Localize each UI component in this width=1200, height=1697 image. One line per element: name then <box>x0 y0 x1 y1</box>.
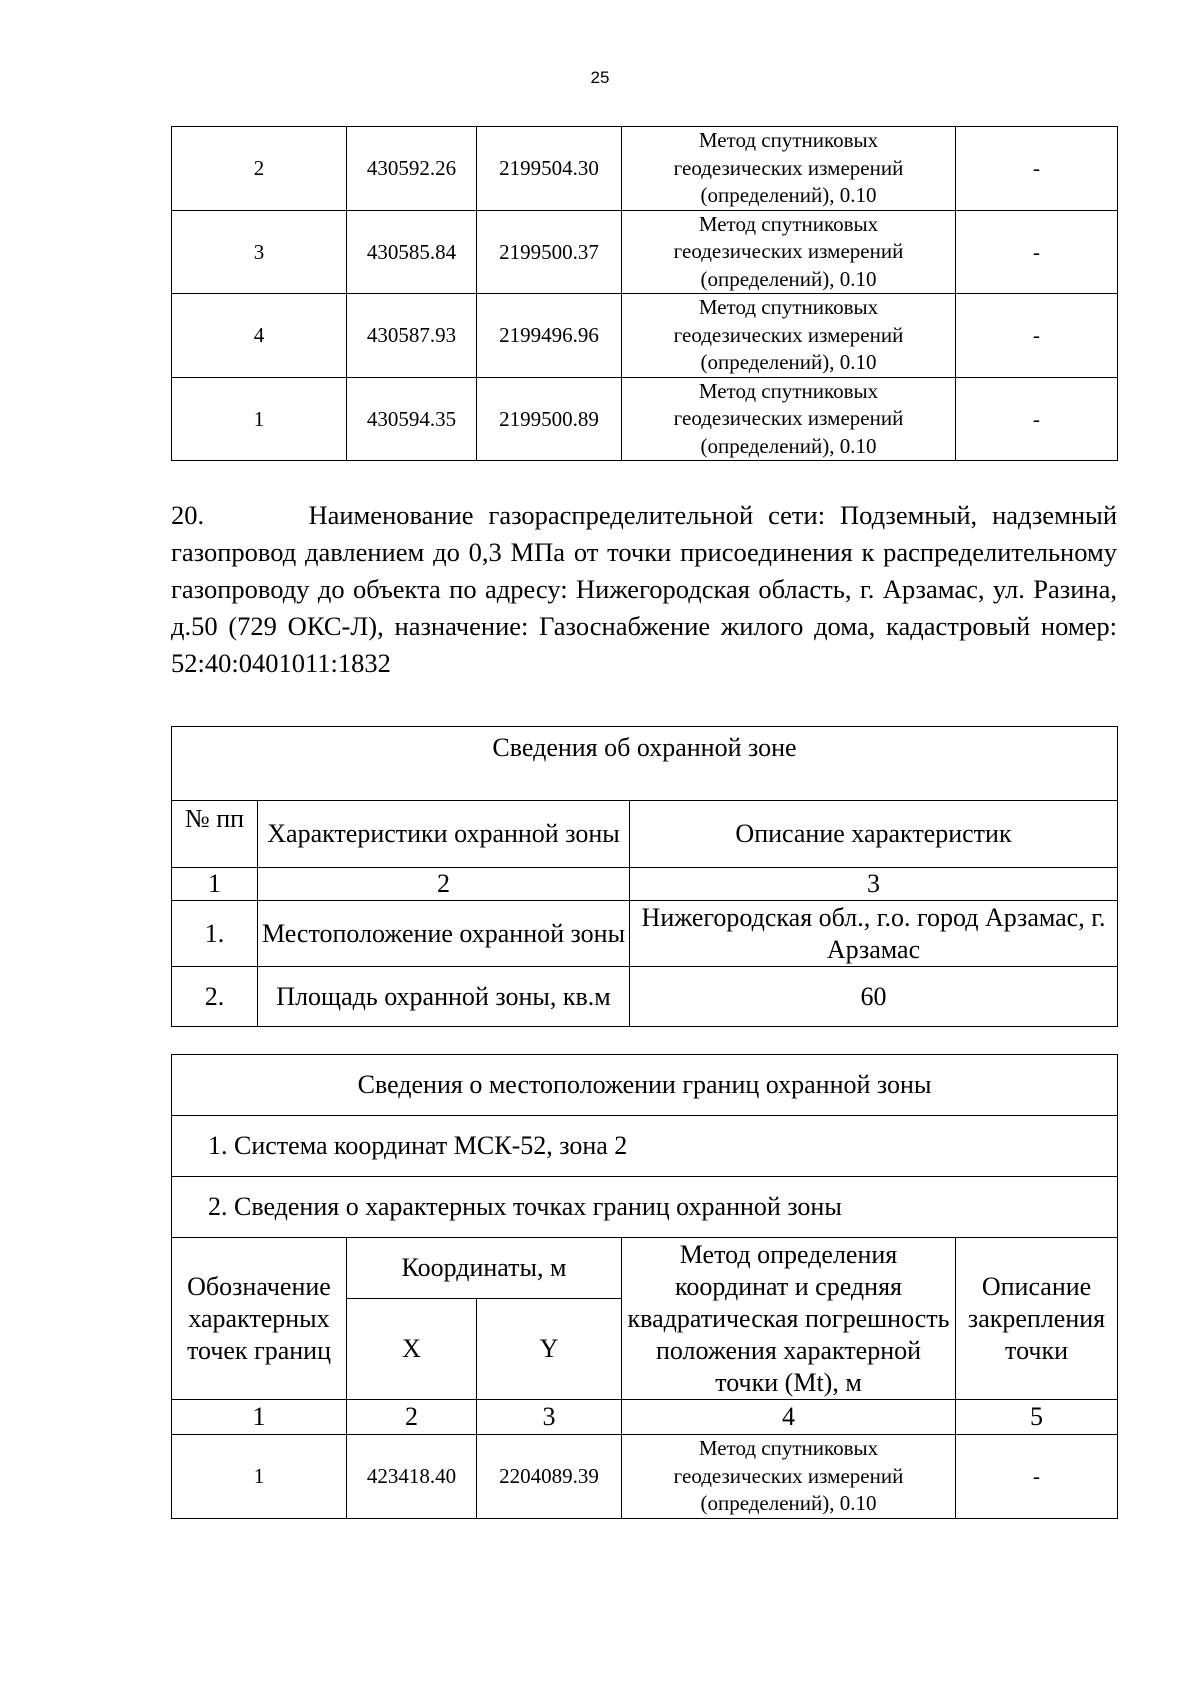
points-info: 2. Сведения о характерных точках границ охранной зоны <box>172 1177 1118 1238</box>
row-number: 1. <box>172 901 258 967</box>
desc-cell: - <box>956 377 1118 461</box>
point-cell: 1 <box>172 1435 347 1519</box>
row-number: 2. <box>172 967 258 1027</box>
method-cell: Метод спутниковых геодезических измерений (определений), 0.10 <box>622 1435 956 1519</box>
section-text: Наименование газораспределительной сети: Подземный, надземный газопровод давлением до 0,3 МПа от точки присоединения к распределительному газопроводу до объекта по адресу: Нижегородская область, г. Арзамас, ул. Разина, д.50 (729 ОКС-Л), назначение: Газоснабжение жилого дома, кадастровый номер: 52:40:0401011:1832 <box>171 500 1118 678</box>
table-row <box>172 127 1118 211</box>
table-row <box>172 294 1118 378</box>
row-name: Местоположение охранной зоны <box>258 901 630 967</box>
section-number: 20. <box>171 500 205 530</box>
point-cell: 1 <box>172 377 347 461</box>
point-cell: 2 <box>172 127 347 211</box>
header-characteristics: Характеристики охранной зоны <box>258 801 630 868</box>
y-cell: 2199500.37 <box>477 210 622 294</box>
x-cell: 423418.40 <box>347 1435 477 1519</box>
row-value: 60 <box>630 967 1118 1027</box>
header-y: Y <box>477 1299 622 1400</box>
header-coordinates: Координаты, м <box>347 1238 622 1299</box>
col-number: 4 <box>622 1400 956 1435</box>
desc-cell: - <box>956 210 1118 294</box>
coordinate-system-row <box>172 1116 1118 1177</box>
column-numbers-row <box>172 868 1118 901</box>
x-cell: 430585.84 <box>347 210 477 294</box>
y-cell: 2204089.39 <box>477 1435 622 1519</box>
y-cell: 2199500.89 <box>477 377 622 461</box>
method-cell: Метод спутниковых геодезических измерений (определений), 0.10 <box>622 294 956 378</box>
col-number: 2 <box>258 868 630 901</box>
y-cell: 2199504.30 <box>477 127 622 211</box>
col-number: 5 <box>956 1400 1118 1435</box>
desc-cell: - <box>956 127 1118 211</box>
table-header-row <box>172 1238 1118 1299</box>
table-title: Сведения о местоположении границ охранной зоны <box>172 1055 1118 1116</box>
protection-zone-table <box>171 726 1118 1027</box>
table-row <box>172 377 1118 461</box>
header-description: Описание характеристик <box>630 801 1118 868</box>
table-row <box>172 967 1118 1027</box>
header-method: Метод определения координат и средняя квадратическая погрешность положения характерной точки (Mt), м <box>622 1238 956 1400</box>
coordinates-table-continued <box>171 126 1118 461</box>
method-cell: Метод спутниковых геодезических измерений (определений), 0.10 <box>622 210 956 294</box>
method-cell: Метод спутниковых геодезических измерений (определений), 0.10 <box>622 127 956 211</box>
section-paragraph <box>171 497 1117 682</box>
table-title-row <box>172 727 1118 801</box>
header-x: X <box>347 1299 477 1400</box>
point-cell: 4 <box>172 294 347 378</box>
x-cell: 430587.93 <box>347 294 477 378</box>
table-title-row <box>172 1055 1118 1116</box>
x-cell: 430592.26 <box>347 127 477 211</box>
header-number: № пп <box>172 801 258 868</box>
col-number: 3 <box>630 868 1118 901</box>
header-fixing: Описание закрепления точки <box>956 1238 1118 1400</box>
y-cell: 2199496.96 <box>477 294 622 378</box>
points-info-row <box>172 1177 1118 1238</box>
method-cell: Метод спутниковых геодезических измерений (определений), 0.10 <box>622 377 956 461</box>
row-value: Нижегородская обл., г.о. город Арзамас, г. Арзамас <box>630 901 1118 967</box>
column-numbers-row <box>172 1400 1118 1435</box>
table-title: Сведения об охранной зоне <box>172 727 1118 801</box>
col-number: 3 <box>477 1400 622 1435</box>
table-header-row <box>172 801 1118 868</box>
coordinate-system: 1. Система координат МСК-52, зона 2 <box>172 1116 1118 1177</box>
col-number: 1 <box>172 868 258 901</box>
table-row <box>172 1435 1118 1519</box>
page-number: 25 <box>590 68 610 87</box>
desc-cell: - <box>956 1435 1118 1519</box>
col-number: 2 <box>347 1400 477 1435</box>
point-cell: 3 <box>172 210 347 294</box>
header-designation: Обозначение характерных точек границ <box>172 1238 347 1400</box>
desc-cell: - <box>956 294 1118 378</box>
x-cell: 430594.35 <box>347 377 477 461</box>
boundary-table <box>171 1054 1118 1519</box>
table-row <box>172 901 1118 967</box>
table-row <box>172 210 1118 294</box>
row-name: Площадь охранной зоны, кв.м <box>258 967 630 1027</box>
col-number: 1 <box>172 1400 347 1435</box>
